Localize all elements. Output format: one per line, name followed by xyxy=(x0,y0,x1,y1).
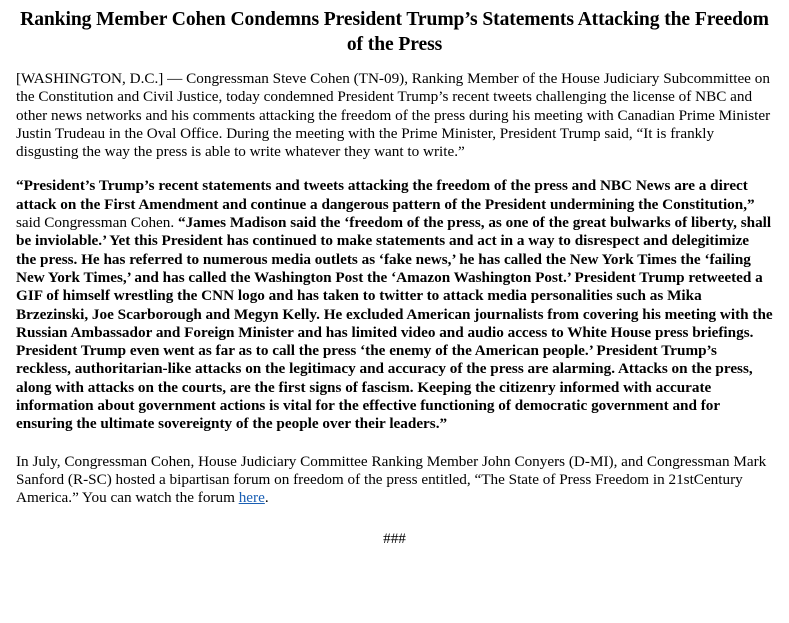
forum-paragraph xyxy=(16,453,773,508)
quote-attribution: said Congressman Cohen. xyxy=(16,214,178,232)
forum-video-link[interactable]: here xyxy=(238,489,265,507)
forum-paragraph-text: In July, Congressman Cohen, House Judiciary Committee Ranking Member John Conyers (D-MI), and Congressman Mark Sanford (R-SC) hosted a bipartisan forum on freedom of the press entitled, “The State of Press Freedom in 21stCentury America.” You can watch the forum xyxy=(16,452,767,507)
intro-paragraph: [WASHINGTON, D.C.] — Congressman Steve Cohen (TN-09), Ranking Member of the House Judiciary Subcommittee on the Constitution and Civil Justice, today condemned President Trump’s recent tweets challenging the license of NBC and other news networks and his comments attacking the freedom of the press during his meeting with Canadian Prime Minister Justin Trudeau in the Oval Office. During the meeting with the Prime Minister, President Trump said, “It is frankly disgusting the way the press is able to write whatever they want to write.” xyxy=(16,70,771,161)
end-mark: ### xyxy=(383,529,406,547)
quote-part-one: “President’s Trump’s recent statements and tweets attacking the freedom of the press and NBC News are a direct attack on the First Amendment and continue a dangerous pattern of the President undermining the Constitution,” xyxy=(16,177,755,213)
quote-paragraph xyxy=(16,177,773,433)
quote-part-two: “James Madison said the ‘freedom of the press, as one of the great bulwarks of liberty, shall be inviolable.’ Yet this President has continued to make statements and act in a way to disrespect and delegitimize the press. He has referred to numerous media outlets as ‘fake news,’ he has called the New York Times the ‘failing New York Times,’ and has called the Washington Post the ‘Amazon Washington Post.’ President Trump retweeted a GIF of himself wrestling the CNN logo and has taken to twitter to attack media personalities such as Mika Brzezinski, Joe Scarborough and Megyn Kelly. He excluded American journalists from covering his meeting with the Russian Ambassador and Foreign Minister and has limited video and audio access to White House press briefings. President Trump even went as far as to call the press ‘the enemy of the American people.’ President Trump’s reckless, authoritarian-like attacks on the legitimacy and accuracy of the press are alarming. Attacks on the press, along with attacks on the courts, are the first signs of fascism. Keeping the citizenry informed with accurate information about government actions is vital for the effective functioning of democratic government and for ensuring the ultimate sovereignty of the people over their leaders.” xyxy=(16,214,773,433)
forum-paragraph-end: . xyxy=(264,489,269,507)
page-title: Ranking Member Cohen Condemns President Trump’s Statements Attacking the Freedom of the Press xyxy=(20,9,769,55)
